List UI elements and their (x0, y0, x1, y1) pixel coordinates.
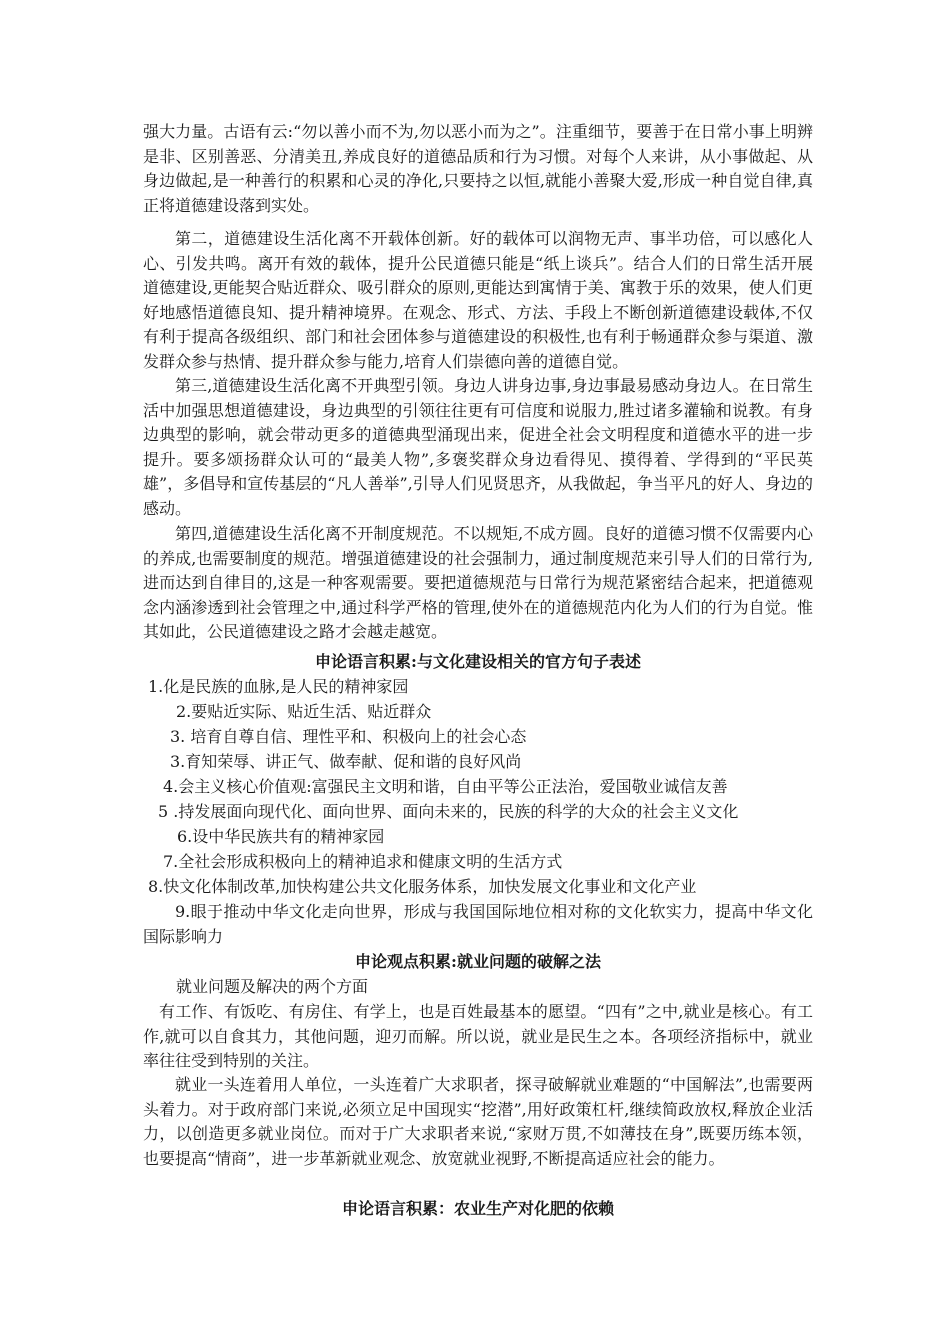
list-item: 9.眼于推动中华文化走向世界，形成与我国国际地位相对称的文化软实力，提高中华文化国际影响力 (143, 902, 813, 946)
paragraph-employment-core: 有工作、有饭吃、有房住、有学上，也是百姓最基本的愿望。“四有”之中,就业是核心。有工作,就可以自食其力，其他问题，迎刃而解。所以说，就业是民生之本。各项经济指标中，就业率往往受到特别的关注。 (143, 1002, 813, 1071)
list-item: 6.设中华民族共有的精神家园 (177, 827, 385, 846)
list-item: 3. 培育自尊自信、理性平和、积极向上的社会心态 (170, 727, 527, 746)
section-heading-employment: 申论观点积累:就业问题的破解之法 (355, 952, 601, 971)
list-item: 2.要贴近实际、贴近生活、贴近群众 (176, 702, 432, 721)
list-item: 7.全社会形成积极向上的精神追求和健康文明的生活方式 (163, 852, 563, 871)
section-heading-agriculture: 申论语言积累：农业生产对化肥的依赖 (341, 1199, 614, 1218)
list-item: 8.快文化体制改革,加快构建公共文化服务体系，加快发展文化事业和文化产业 (148, 877, 697, 896)
paragraph-employment-solutions: 就业一头连着用人单位，一头连着广大求职者，探寻破解就业难题的“中国解法”,也需要两头着力。对于政府部门来说,必须立足中国现实“挖潜”,用好政策杠杆,继续简政放权,释放企业活力，以创造更多就业岗位。而对于广大求职者来说,“家财万贯,不如薄技在身”,既要历练本领，也要提高“情商”，进一步革新就业观念、放宽就业视野,不断提高适应社会的能力。 (143, 1075, 813, 1168)
list-item: 3.育知荣辱、讲正气、做奉献、促和谐的良好风尚 (170, 752, 522, 771)
section-subtitle: 就业问题及解决的两个方面 (176, 977, 369, 996)
section-heading-culture: 申论语言积累:与文化建设相关的官方句子表述 (315, 652, 641, 671)
paragraph-moral-details: 强大力量。古语有云:“勿以善小而不为,勿以恶小而为之”。注重细节，要善于在日常小事上明辨是非、区别善恶、分清美丑,养成良好的道德品质和行为习惯。对每个人来讲，从小事做起、从身边做起,是一种善行的积累和心灵的净化,只要持之以恒,就能小善聚大爱,形成一种自觉自律,真正将道德建设落到实处。 (143, 122, 813, 215)
list-item: 5 .持发展面向现代化、面向世界、面向未来的，民族的科学的大众的社会主义文化 (158, 802, 739, 821)
paragraph-carrier-innovation: 第二，道德建设生活化离不开载体创新。好的载体可以润物无声、事半功倍，可以感化人心、引发共鸣。离开有效的载体，提升公民道德只能是“纸上谈兵”。结合人们的日常生活开展道德建设,更能契合贴近群众、吸引群众的原则,更能达到寓情于美、寓教于乐的效果，使人们更好地感悟道德良知、提升精神境界。在观念、形式、方法、手段上不断创新道德建设载体,不仅有利于提高各级组织、部门和社会团体参与道德建设的积极性,也有利于畅通群众参与渠道、激发群众参与热情、提升群众参与能力,培育人们崇德向善的道德自觉。 (143, 229, 813, 371)
paragraph-institutional-norms: 第四,道德建设生活化离不开制度规范。不以规矩,不成方圆。良好的道德习惯不仅需要内心的养成,也需要制度的规范。增强道德建设的社会强制力，通过制度规范来引导人们的日常行为,进而达到自律目的,这是一种客观需要。要把道德规范与日常行为规范紧密结合起来，把道德观念内涵渗透到社会管理之中,通过科学严格的管理,使外在的道德规范内化为人们的行为自觉。惟其如此，公民道德建设之路才会越走越宽。 (143, 524, 813, 642)
list-item: 1.化是民族的血脉,是人民的精神家园 (148, 677, 409, 696)
list-item: 4.会主义核心价值观:富强民主文明和谐，自由平等公正法治，爱国敬业诚信友善 (163, 777, 728, 796)
paragraph-typical-models: 第三,道德建设生活化离不开典型引领。身边人讲身边事,身边事最易感动身边人。在日常生活中加强思想道德建设，身边典型的引领往往更有可信度和说服力,胜过诸多灌输和说教。有身边典型的影响，就会带动更多的道德典型涌现出来，促进全社会文明程度和道德水平的进一步提升。要多颂扬群众认可的“最美人物”,多褒奖群众身边看得见、摸得着、学得到的“平民英雄”，多倡导和宣传基层的“凡人善举”,引导人们见贤思齐，从我做起，争当平凡的好人、身边的感动。 (143, 376, 813, 518)
